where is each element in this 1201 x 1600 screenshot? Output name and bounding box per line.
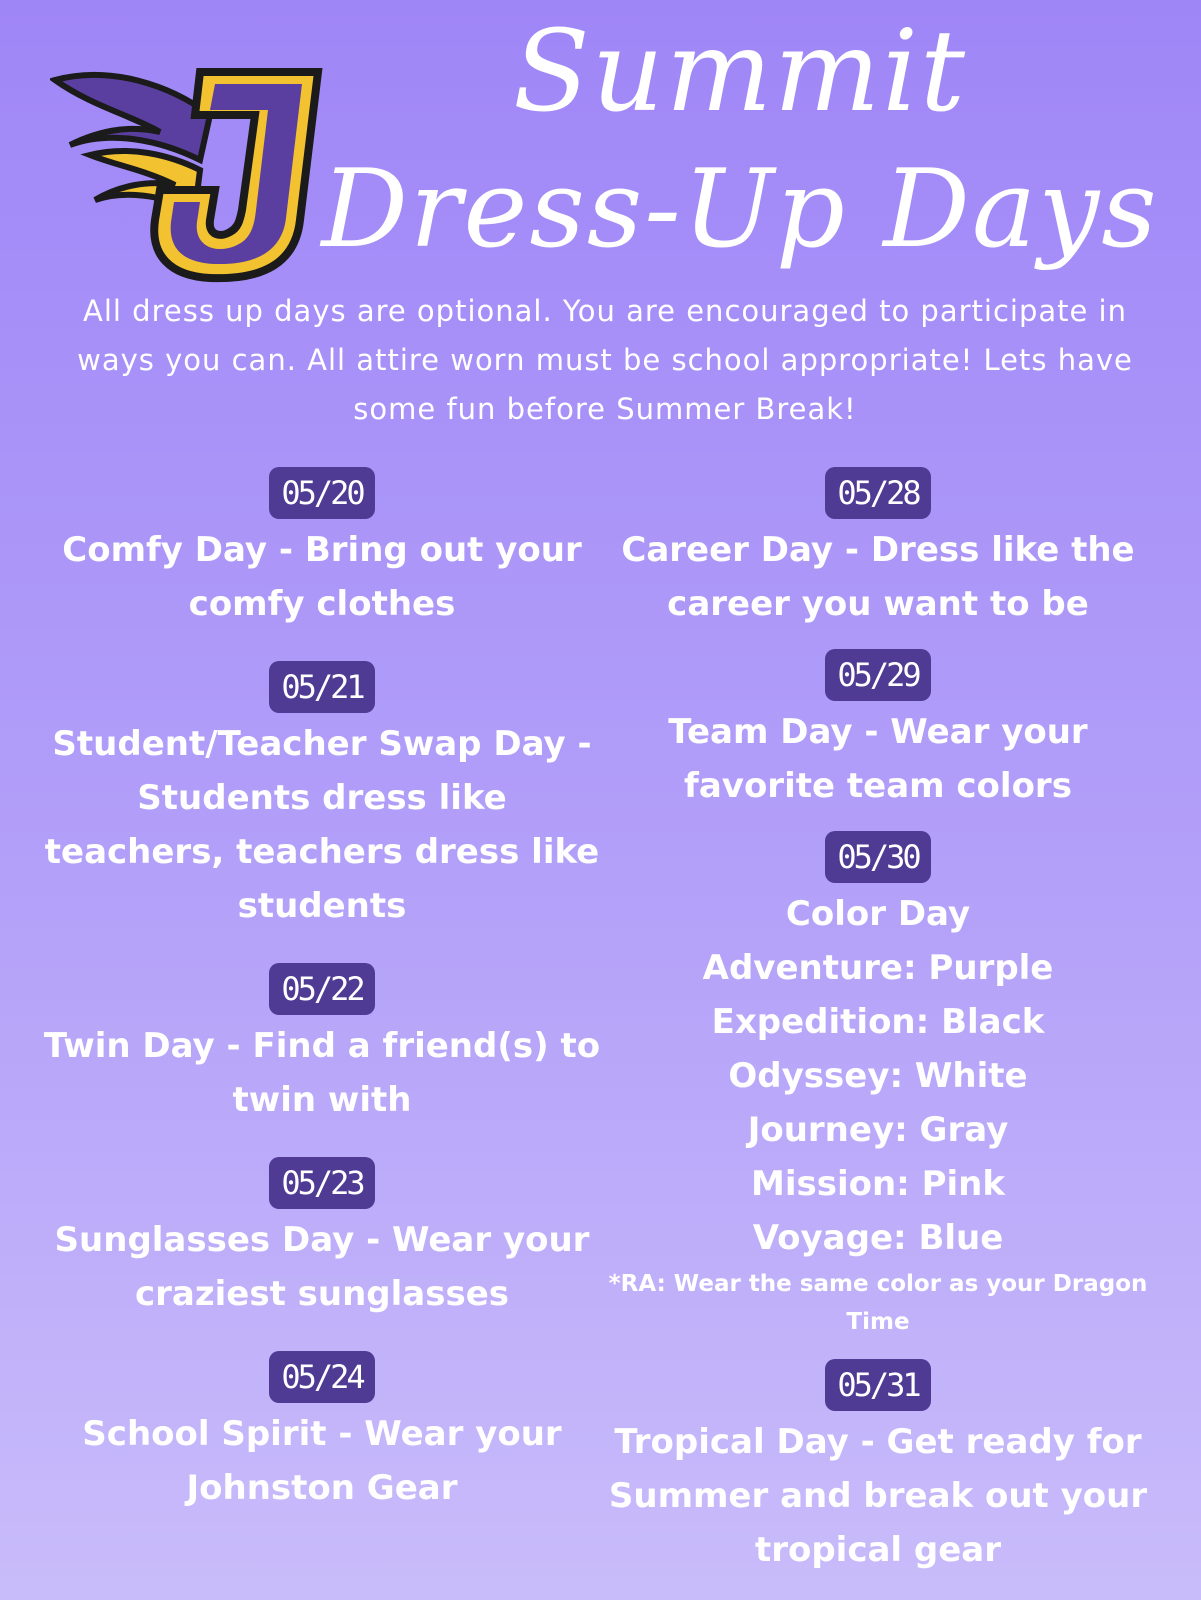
schedule-entry — [42, 1157, 602, 1321]
color-assignment: Mission: Pink — [750, 1164, 1005, 1204]
date-badge: 05/24 — [269, 1351, 374, 1403]
day-description: Team Day - Wear your favorite team colors — [668, 712, 1088, 806]
date-badge: 05/21 — [269, 661, 374, 713]
schedule-entry — [598, 1359, 1158, 1577]
school-logo — [50, 60, 330, 285]
date-badge: 05/31 — [825, 1359, 930, 1411]
date-badge: 05/30 — [825, 831, 930, 883]
date-badge: 05/23 — [269, 1157, 374, 1209]
day-description: Career Day - Dress like the career you want to be — [621, 530, 1135, 624]
schedule-entry — [42, 467, 602, 631]
title-dress-up-days: Dress-Up Days — [321, 147, 1159, 272]
color-day-title: Color Day — [785, 894, 971, 934]
color-assignment: Voyage: Blue — [752, 1218, 1004, 1258]
date-badge: 05/29 — [825, 649, 930, 701]
right-schedule-column — [598, 467, 1158, 1595]
day-description: Sunglasses Day - Wear your craziest sunglasses — [54, 1220, 590, 1314]
date-badge: 05/22 — [269, 963, 374, 1015]
color-day-note: *RA: Wear the same color as your Dragon Time — [608, 1271, 1148, 1335]
color-assignment: Adventure: Purple — [702, 948, 1054, 988]
date-badge: 05/20 — [269, 467, 374, 519]
date-badge: 05/28 — [825, 467, 930, 519]
color-assignment: Odyssey: White — [728, 1056, 1028, 1096]
day-description: Comfy Day - Bring out your comfy clothes — [62, 530, 582, 624]
schedule-entry-color-day — [598, 831, 1158, 1341]
schedule-entry — [42, 963, 602, 1127]
schedule-entry — [598, 467, 1158, 631]
schedule-entry — [42, 661, 602, 933]
title-summit: Summit — [512, 7, 968, 137]
left-schedule-column — [42, 467, 602, 1545]
color-day-details — [598, 887, 1158, 1265]
color-assignment: Expedition: Black — [711, 1002, 1045, 1042]
day-description: Student/Teacher Swap Day - Students dress like teachers, teachers dress like students — [44, 724, 600, 926]
color-assignment: Journey: Gray — [747, 1110, 1009, 1150]
intro-text: All dress up days are optional. You are encouraged to participate in ways you can. All attire worn must be school appropriate! Lets have some fun before Summer Break! — [77, 294, 1133, 426]
flame-icon — [55, 75, 210, 160]
schedule-entry — [598, 649, 1158, 813]
day-description: Tropical Day - Get ready for Summer and break out your tropical gear — [608, 1422, 1148, 1570]
day-description: School Spirit - Wear your Johnston Gear — [82, 1414, 562, 1508]
schedule-entry — [42, 1351, 602, 1515]
day-description: Twin Day - Find a friend(s) to twin with — [43, 1026, 601, 1120]
